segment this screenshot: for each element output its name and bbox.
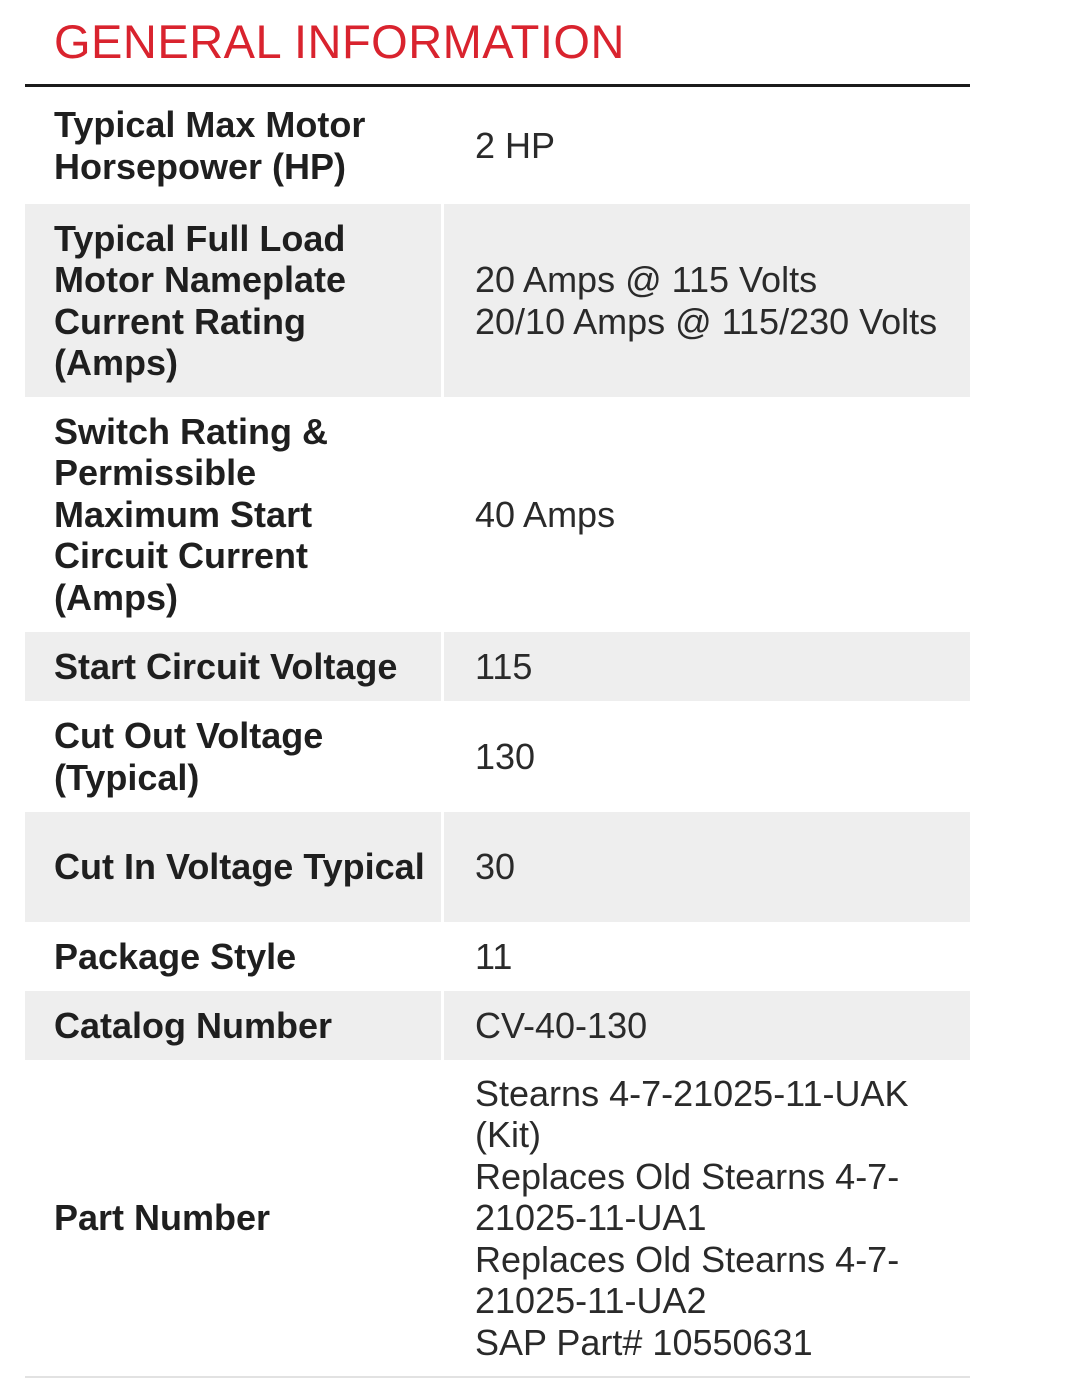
spec-label: Cut In Voltage Typical (25, 812, 444, 922)
spec-value-line: 30 (475, 846, 516, 888)
spec-value-line: 40 Amps (475, 493, 616, 535)
specifications-table (25, 87, 970, 1376)
spec-value (444, 125, 970, 167)
spec-value-line: Stearns 4-7-21025-11-UAK (Kit) (475, 1072, 909, 1156)
spec-label: Switch Rating & Permissible Maximum Start Circuit Current (Amps) (54, 410, 329, 618)
spec-value (444, 936, 970, 978)
spec-label: Package Style (54, 935, 297, 977)
spec-value (444, 846, 970, 888)
spec-value-line: Replaces Old Stearns 4-7-21025-11-UA2 (475, 1238, 900, 1322)
spec-value-line: 20 Amps @ 115 Volts (475, 259, 818, 300)
spec-label: Part Number (54, 1197, 271, 1239)
spec-value-line: 11 (475, 935, 513, 977)
spec-label: Typical Full Load Motor Nameplate Current Rating (Amps) (25, 204, 444, 397)
spec-value-line: 2 HP (475, 124, 556, 166)
spec-value-line: Replaces Old Stearns 4-7-21025-11-UA1 (475, 1155, 900, 1239)
spec-row-cut-in-voltage (25, 812, 970, 922)
spec-row-max-horsepower (25, 87, 970, 204)
spec-row-catalog-number (25, 991, 970, 1060)
spec-row-part-number (25, 1060, 970, 1376)
spec-row-package-style (25, 922, 970, 991)
spec-value (444, 259, 970, 342)
spec-value-line: 130 (475, 735, 536, 777)
spec-value (444, 1073, 970, 1364)
spec-row-start-circuit-voltage (25, 632, 970, 701)
spec-value-line: 115 (475, 645, 533, 687)
spec-value-line: SAP Part# 10550631 (475, 1321, 813, 1363)
spec-row-full-load-current (25, 204, 970, 397)
spec-value (444, 646, 970, 688)
spec-row-cut-out-voltage (25, 701, 970, 812)
spec-label: Catalog Number (25, 991, 444, 1060)
spec-value (444, 736, 970, 778)
spec-value-line: 20/10 Amps @ 115/230 Volts (475, 300, 938, 342)
spec-value-line: CV-40-130 (475, 1004, 648, 1046)
spec-value (444, 494, 970, 536)
section-title: GENERAL INFORMATION (54, 15, 625, 68)
spec-label: Start Circuit Voltage (25, 632, 444, 701)
spec-label: Typical Max Motor Horsepower (HP) (54, 104, 366, 187)
spec-label: Cut Out Voltage (Typical) (54, 715, 324, 798)
bottom-divider (25, 1376, 970, 1378)
spec-value (444, 1005, 970, 1047)
spec-row-switch-rating (25, 397, 970, 632)
